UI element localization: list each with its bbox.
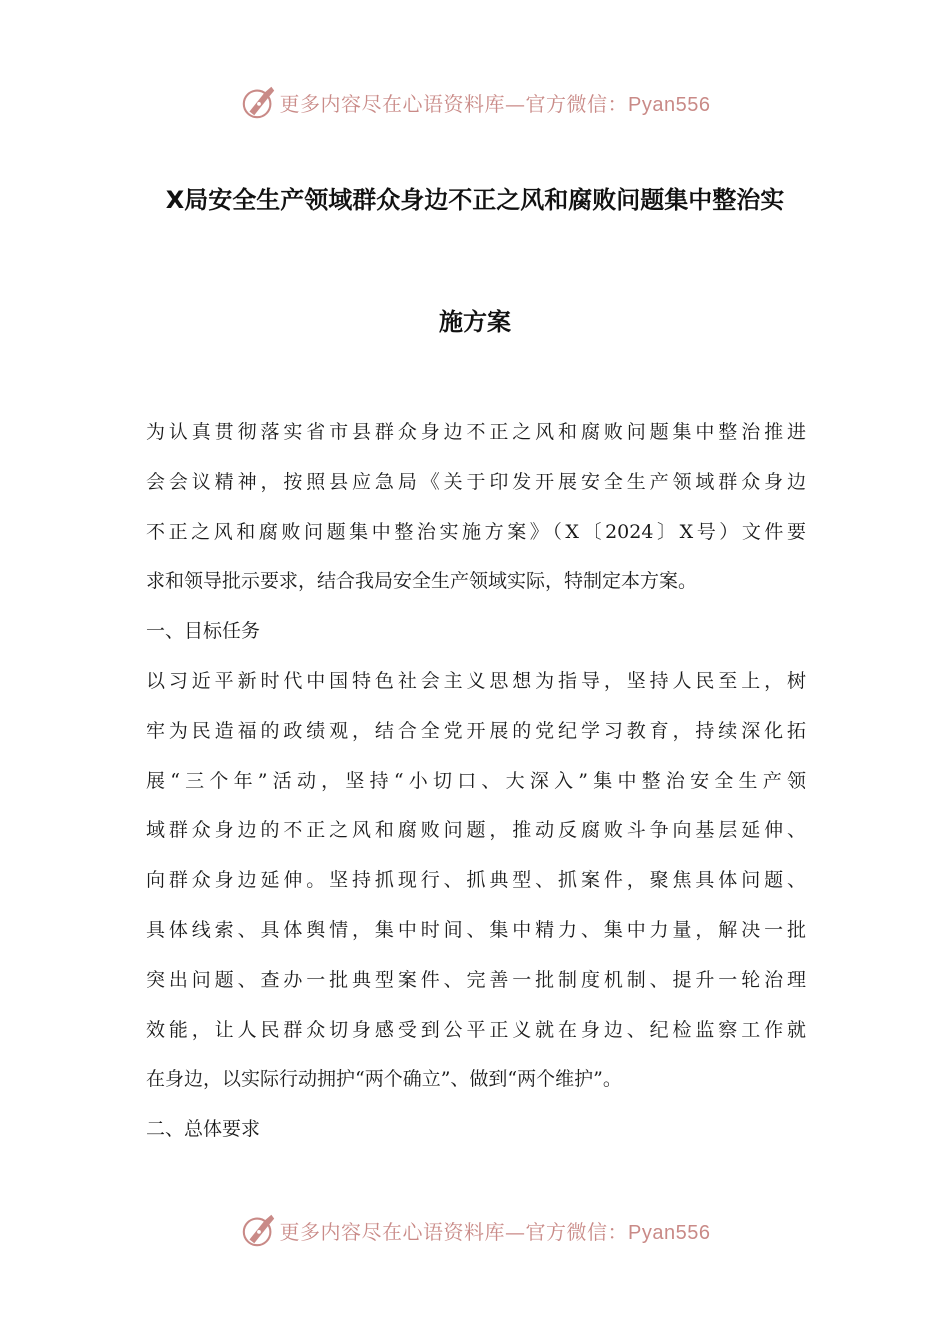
pen-nib-circle-icon [240,83,278,121]
watermark-banner-bottom [0,1208,950,1252]
document-title-line-2: 施方案 [439,308,511,336]
paragraph-line: 不正之风和腐败问题集中整治实施方案》（X〔2024〕X号）文件要 [146,520,806,543]
section-heading: 二、总体要求 [146,1118,261,1141]
paragraph-line: 以习近平新时代中国特色社会主义思想为指导，坚持人民至上，树 [146,669,806,692]
watermark-banner-top [0,80,950,124]
watermark-wechat-id: Pyan556 [628,93,711,116]
paragraph-line: 展“三个年”活动，坚持“小切口、大深入”集中整治安全生产领 [146,769,806,792]
paragraph-line: 为认真贯彻落实省市县群众身边不正之风和腐败问题集中整治推进 [146,421,806,443]
paragraph-line: 在身边，以实际行动拥护“两个确立”、做到“两个维护”。 [146,1068,622,1091]
section-heading: 一、目标任务 [146,620,261,643]
paragraph-line: 向群众身边延伸。坚持抓现行、抓典型、抓案件，聚焦具体问题、 [146,869,806,892]
watermark-text: 更多内容尽在心语资料库—官方微信：Pyan556 [279,1219,711,1244]
watermark-wechat-id: Pyan556 [628,1221,711,1244]
paragraph-line: 会会议精神，按照县应急局《关于印发开展安全生产领域群众身边 [146,470,806,493]
document-title-line-1: X局安全生产领域群众身边不正之风和腐败问题集中整治实 [165,186,785,214]
document-body [146,408,806,1155]
watermark-text: 更多内容尽在心语资料库—官方微信：Pyan556 [279,91,711,116]
paragraph-line: 突出问题、查办一批典型案件、完善一批制度机制、提升一轮治理 [146,968,806,991]
paragraph-line: 具体线索、具体舆情，集中时间、集中精力、集中力量，解决一批 [146,918,806,941]
paragraph-line: 效能，让人民群众切身感受到公平正义就在身边、纪检监察工作就 [146,1018,806,1041]
paragraph-line: 求和领导批示要求，结合我局安全生产领域实际，特制定本方案。 [146,570,698,593]
paragraph-line: 牢为民造福的政绩观，结合全党开展的党纪学习教育，持续深化拓 [146,719,806,742]
paragraph-line: 域群众身边的不正之风和腐败问题，推动反腐败斗争向基层延伸、 [146,819,806,842]
pen-nib-circle-icon [240,1211,278,1249]
